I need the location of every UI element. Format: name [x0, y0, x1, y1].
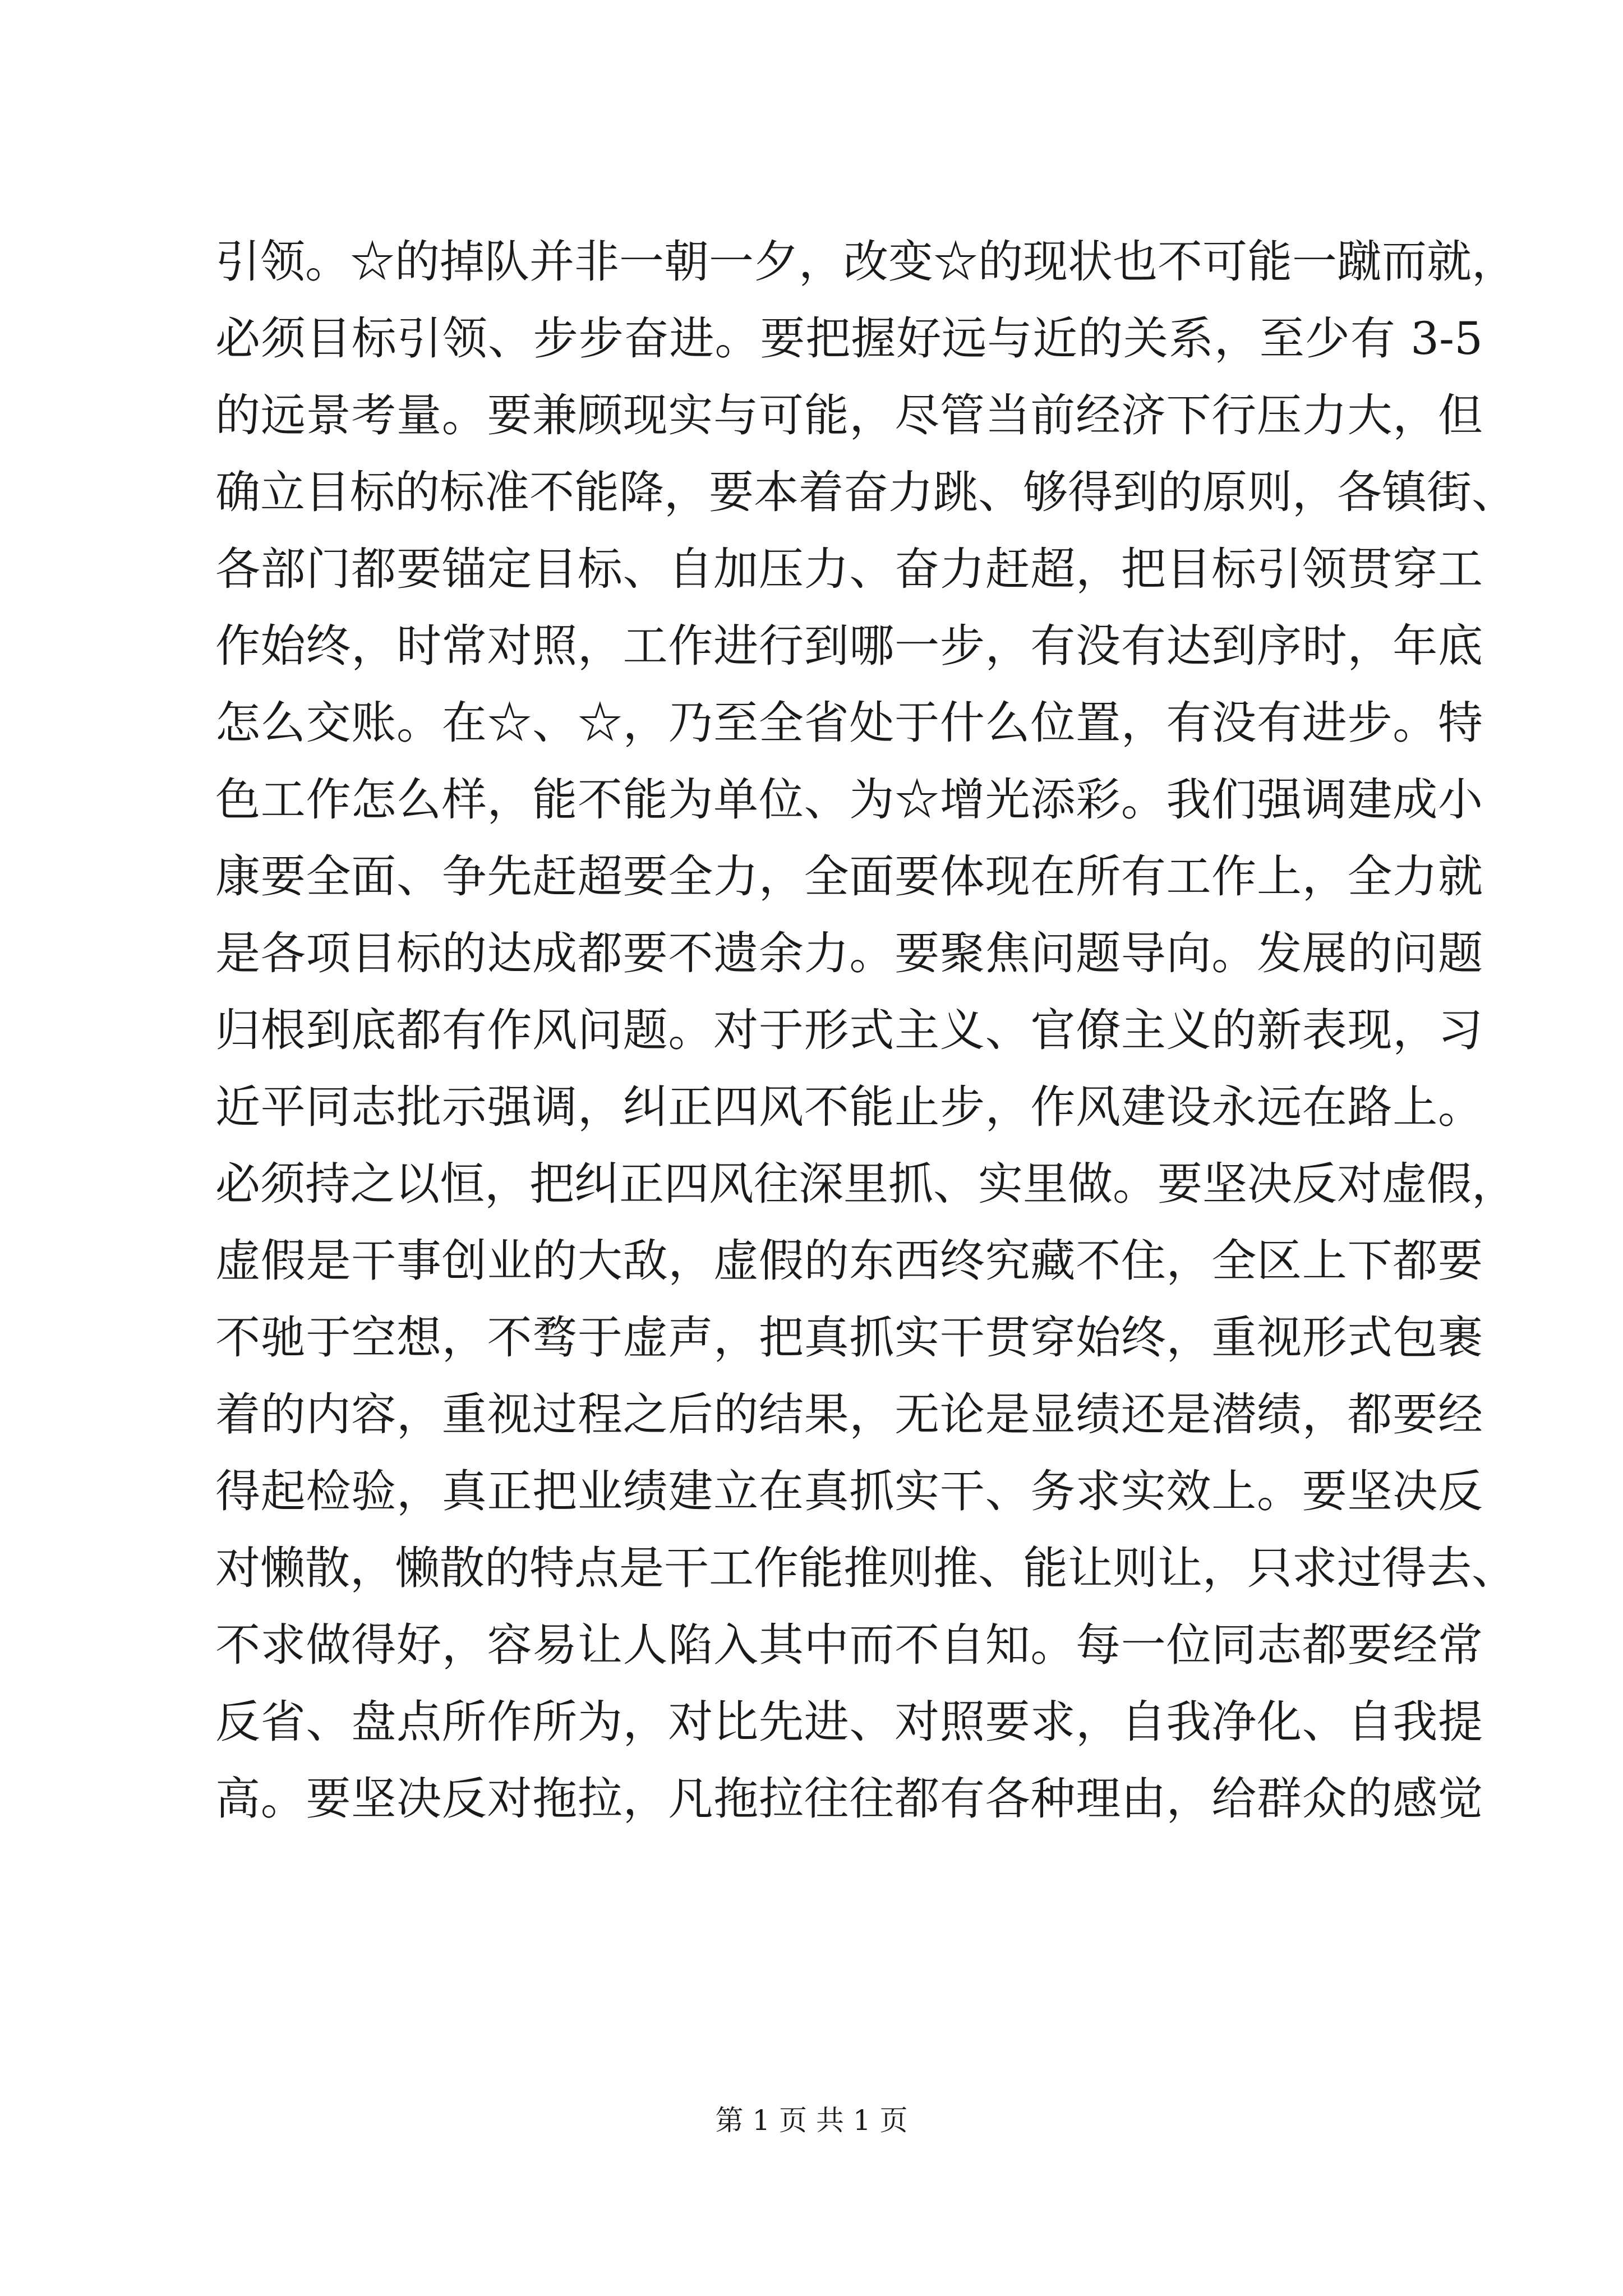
page-footer [0, 2098, 1623, 2138]
text-line: 虚假是干事创业的大敌，虚假的东西终究藏不住，全区上下都要 [215, 1235, 1483, 1287]
text-line: 不求做得好，容易让人陷入其中而不自知。每一位同志都要经常 [215, 1619, 1483, 1671]
text-line: 的远景考量。要兼顾现实与可能，尽管当前经济下行压力大，但 [215, 389, 1483, 441]
page-number-label: 第 1 页 共 1 页 [715, 2104, 908, 2137]
text-line: 得起检验，真正把业绩建立在真抓实干、务求实效上。要坚决反 [215, 1465, 1483, 1517]
text-line: 必须持之以恒，把纠正四风往深里抓、实里做。要坚决反对虚假， [215, 1158, 1516, 1210]
text-line: 怎么交账。在☆、☆，乃至全省处于什么位置，有没有进步。特 [215, 697, 1483, 749]
text-line: 高。要坚决反对拖拉，凡拖拉往往都有各种理由，给群众的感觉 [215, 1773, 1483, 1825]
text-line: 近平同志批示强调，纠正四风不能止步，作风建设永远在路上。 [215, 1081, 1483, 1133]
text-line: 着的内容，重视过程之后的结果，无论是显绩还是潜绩，都要经 [215, 1388, 1483, 1441]
body-text [215, 223, 1516, 1837]
text-line: 康要全面、争先赶超要全力，全面要体现在所有工作上，全力就 [215, 850, 1483, 903]
text-line: 归根到底都有作风问题。对于形式主义、官僚主义的新表现，习 [215, 1004, 1483, 1056]
text-line: 各部门都要锚定目标、自加压力、奋力赶超，把目标引领贯穿工 [215, 543, 1483, 595]
text-line: 引领。☆的掉队并非一朝一夕，改变☆的现状也不可能一蹴而就， [215, 236, 1516, 288]
text-line: 是各项目标的达成都要不遗余力。要聚焦问题导向。发展的问题 [215, 927, 1483, 979]
text-line: 反省、盘点所作所为，对比先进、对照要求，自我净化、自我提 [215, 1696, 1483, 1748]
text-line: 不驰于空想，不骛于虚声，把真抓实干贯穿始终，重视形式包裹 [215, 1312, 1483, 1364]
text-line: 确立目标的标准不能降，要本着奋力跳、够得到的原则，各镇街、 [215, 466, 1516, 518]
text-line: 对懒散，懒散的特点是干工作能推则推、能让则让，只求过得去、 [215, 1542, 1516, 1594]
text-line: 色工作怎么样，能不能为单位、为☆增光添彩。我们强调建成小 [215, 774, 1483, 826]
text-line: 必须目标引领、步步奋进。要把握好远与近的关系，至少有 3-5 [215, 312, 1483, 365]
text-line: 作始终，时常对照，工作进行到哪一步，有没有达到序时，年底 [215, 620, 1483, 672]
